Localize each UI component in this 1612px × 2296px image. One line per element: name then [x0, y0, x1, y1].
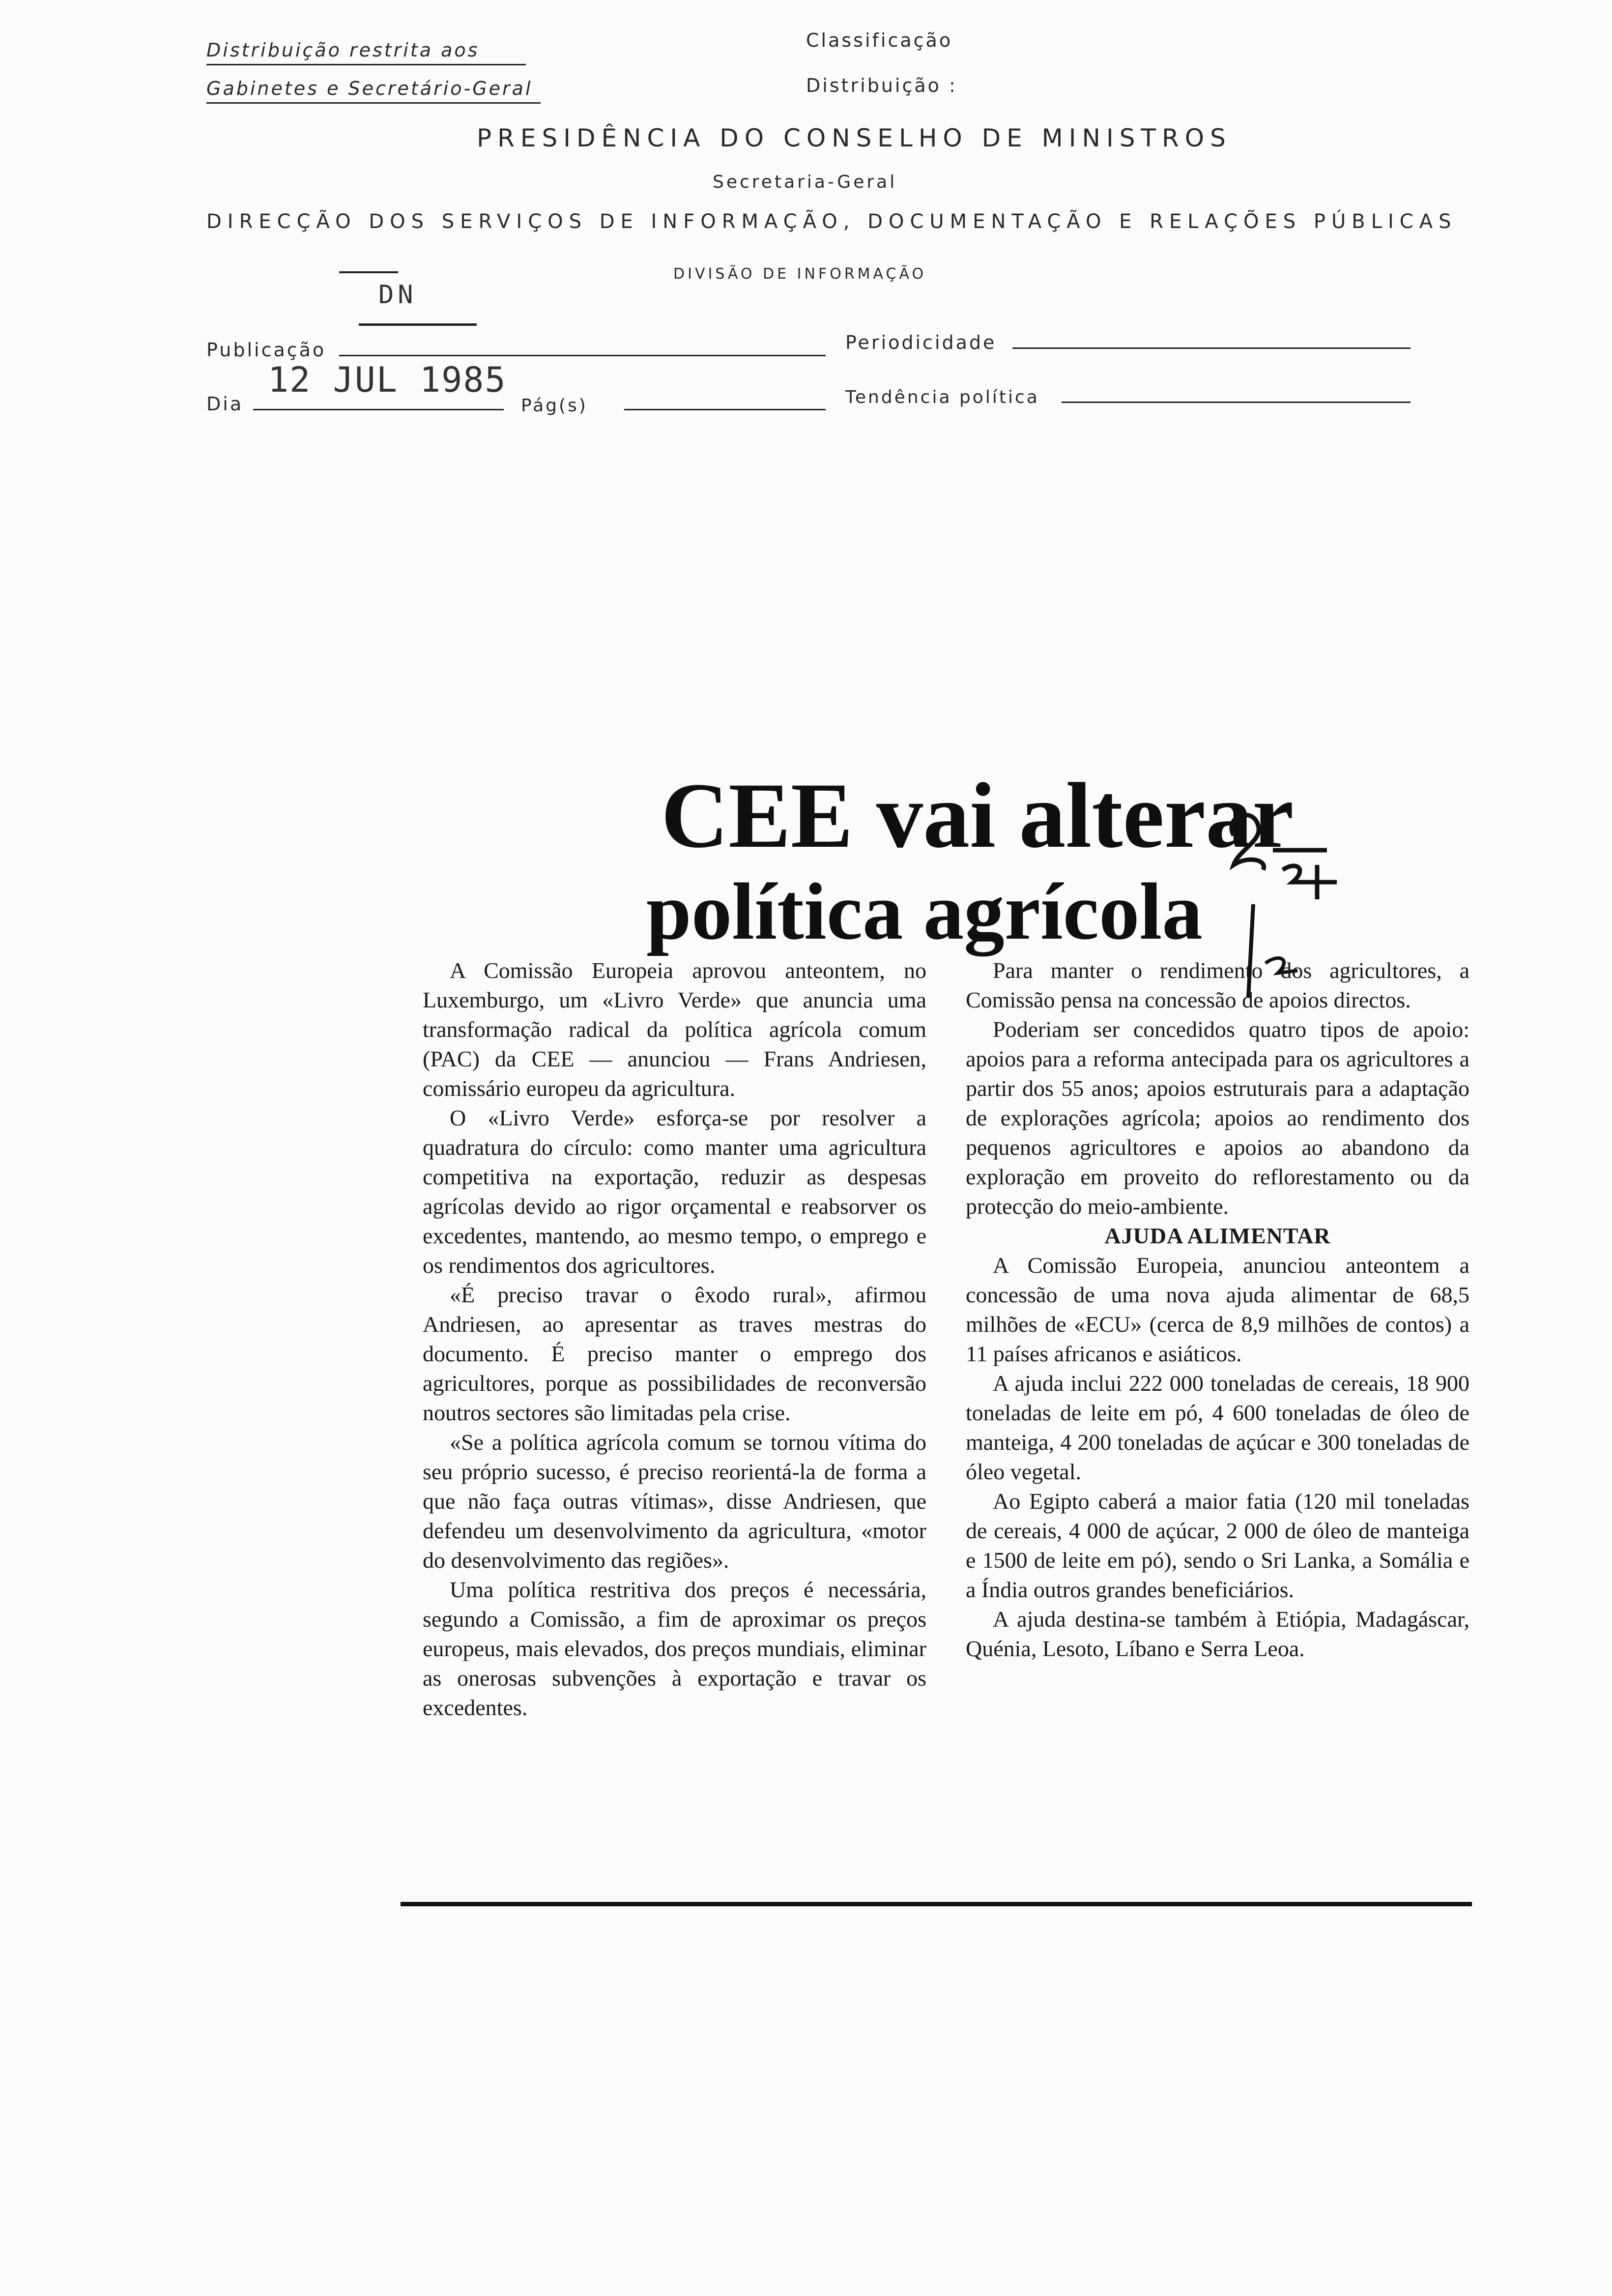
date-stamp: 12 JUL 1985: [268, 360, 507, 400]
paragraph: A ajuda inclui 222 000 toneladas de cereais, 18 900 toneladas de leite em pó, 4 600 toneladas de óleo de manteiga, 4 200 toneladas de açúcar e 300 toneladas de óleo vegetal.: [966, 1371, 1469, 1484]
paragraph: A ajuda destina-se também à Etiópia, Madagáscar, Quénia, Lesoto, Líbano e Serra Leoa.: [966, 1607, 1469, 1661]
article-column-1: [423, 956, 926, 1722]
article-title-line1: CEE vai alterar: [661, 764, 1294, 867]
classification-label: Classificação: [806, 29, 953, 51]
reception-stamp: [339, 265, 482, 324]
division-title: DIVISÃO DE INFORMAÇÃO: [673, 265, 927, 283]
paragraph: Poderiam ser concedidos quatro tipos de apoio: apoios para a reforma antecipada para os agricultores a partir dos 55 anos; apoios estruturais para a adaptação de explorações agrícola; apoios ao rendimento dos pequenos agricultores e apoios ao abandono da exploração em proveito do reflorestamento ou da protecção do meio-ambiente.: [966, 1017, 1469, 1219]
distribution-label: Distribuição :: [806, 75, 957, 96]
section-subheading: AJUDA ALIMENTAR: [1104, 1223, 1331, 1248]
periodicity-field: [1012, 347, 1410, 349]
paragraph: «É preciso travar o êxodo rural», afirmou Andriesen, ao apresentar as traves mestras do documento. É preciso manter o emprego dos agricultores, porque as possibilidades de reconversão noutros sectores são limitadas pela crise.: [423, 1282, 926, 1425]
paragraph: «Se a política agrícola comum se tornou vítima do seu próprio sucesso, é preciso reorientá-la de forma a que não faça outras vítimas», disse Andriesen, que defendeu um desenvolvimento da agricultura, «motor do desenvolvimento das regiões».: [423, 1430, 926, 1573]
directorate-title: DIRECÇÃO DOS SERVIÇOS DE INFORMAÇÃO, DOCUMENTAÇÃO E RELAÇÕES PÚBLICAS: [206, 210, 1457, 233]
divider: [206, 64, 526, 65]
distribution-note-line2: Gabinetes e Secretário-Geral: [206, 78, 533, 99]
paragraph: Uma política restritiva dos preços é necessária, segundo a Comissão, a fim de aproximar os preços europeus, mais elevados, dos preços mundiais, eliminar as onerosas subvenções à exportação e travar os excedentes.: [423, 1577, 926, 1720]
periodicity-label: Periodicidade: [845, 332, 997, 353]
article-bottom-rule: [401, 1902, 1472, 1906]
date-label: Dia: [206, 393, 244, 415]
publication-label: Publicação: [206, 339, 326, 361]
presidency-title: PRESIDÊNCIA DO CONSELHO DE MINISTROS: [477, 124, 1232, 152]
paragraph: Para manter o rendimento dos agricultores, a Comissão pensa na concessão de apoios directos.: [966, 958, 1469, 1012]
paragraph: A Comissão Europeia, anunciou anteontem a concessão de uma nova ajuda alimentar de 68,5 milhões de «ECU» (cerca de 8,9 milhões de contos) a 11 países africanos e asiáticos.: [966, 1253, 1469, 1366]
pages-field: [624, 409, 826, 410]
paragraph: A Comissão Europeia aprovou anteontem, no Luxemburgo, um «Livro Verde» que anuncia uma transformação radical da política agrícola comum (PAC) da CEE — anunciou — Frans Andriesen, comissário europeu da agricultura.: [423, 958, 926, 1101]
article-title-line2: política agrícola: [646, 866, 1203, 956]
distribution-note-line1: Distribuição restrita aos: [206, 39, 480, 61]
date-field: [253, 409, 504, 410]
secretariat-title: Secretaria-Geral: [713, 172, 897, 192]
political-tendency-label: Tendência política: [845, 387, 1039, 407]
political-tendency-field: [1062, 402, 1410, 403]
article-column-2: [966, 956, 1469, 1664]
divider: [206, 102, 541, 104]
publication-field: [339, 355, 826, 356]
stamp-text: DN: [378, 280, 417, 310]
paragraph: Ao Egipto caberá a maior fatia (120 mil toneladas de cereais, 4 000 de açúcar, 2 000 de óleo de manteiga e 1500 de leite em pó), sendo o Sri Lanka, a Somália e a Índia outros grandes beneficiários.: [966, 1489, 1469, 1602]
paragraph: O «Livro Verde» esforça-se por resolver a quadratura do círculo: como manter uma agricultura competitiva na exportação, reduzir as despesas agrícolas devido ao rigor orçamental e reabsorver os excedentes, mantendo, ao mesmo tempo, o emprego e os rendimentos dos agricultores.: [423, 1105, 926, 1278]
pages-label: Pág(s): [521, 396, 588, 416]
